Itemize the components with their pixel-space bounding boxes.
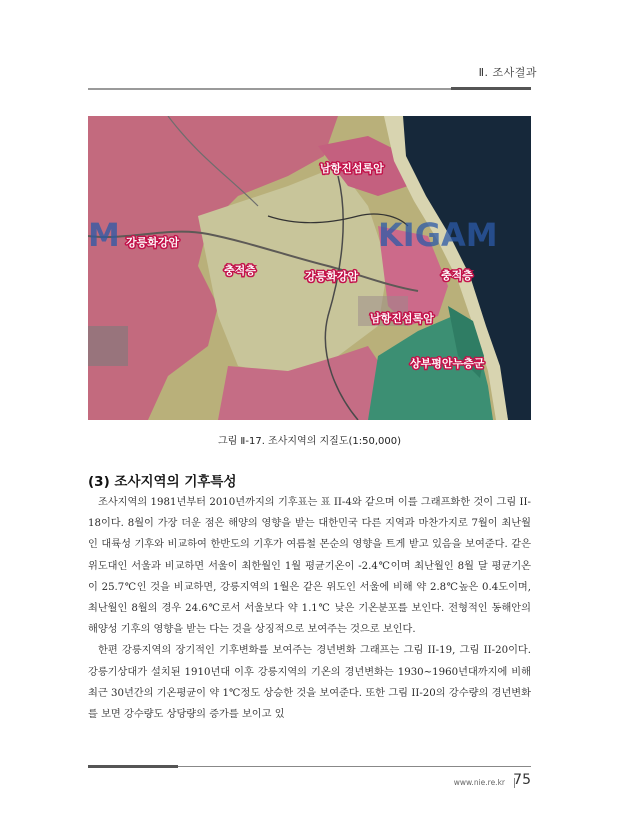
svg-text:M: M: [88, 216, 120, 254]
map-watermark: KIGAM: [378, 216, 498, 254]
section-title: (3) 조사지역의 기후특성: [88, 474, 237, 490]
geologic-map-figure: [88, 116, 531, 420]
map-label-alluvium-east: 충적층: [441, 269, 473, 282]
map-label-namhangjin-diorite-south: 남항진섬록암: [370, 312, 434, 325]
page-number: 75: [513, 772, 531, 788]
footer-rule-accent: [88, 765, 178, 768]
header-section-title: Ⅱ. 조사결과: [478, 66, 537, 79]
paragraph-1: 조사지역의 1981년부터 2010년까지의 기후표는 표 II-4와 같으며 이를 그래프화한 것이 그림 II-18이다. 8월이 가장 더운 점은 해양의 영향을 받는 대한민국 다른 지역과 마찬가지로 7월이 최난월인 대륙성 기후와 비교하여 한반도의 기후가 여름철 몬순의 영향을 트게 받고 있음을 보여준다. 같은 위도대인 서울과 비교하면 서울이 최한월인 1월 평균기온이 -2.4℃이며 최난월인 8월 달 평균기온이 25.7℃인 것을 비교하면, 강릉지역의 1월은 같은 위도인 서울에 비해 약 2.8℃높은 0.4도이며, 최난월인 8월의 경우 24.6℃로서 서울보다 약 1.1℃ 낮은 기온분포를 보인다. 전형적인 동해안의 해양성 기후의 영향을 받는 다는 것을 상징적으로 보여주는 것으로 보인다.: [88, 497, 531, 636]
map-label-gangneung-granite-center: 강릉화강암: [305, 270, 359, 283]
map-label-alluvium-west: 충적층: [224, 264, 256, 277]
map-label-upper-pyeongan: 상부평안누층군: [410, 357, 485, 370]
map-label-namhangjin-diorite-north: 남항진섬록암: [320, 162, 384, 175]
geologic-map: [88, 116, 531, 420]
footer-website: www.nie.re.kr: [453, 778, 505, 787]
body-text: [88, 492, 531, 725]
figure-caption: 그림 Ⅱ-17. 조사지역의 지질도(1:50,000): [217, 436, 402, 447]
paragraph-2: 한편 강릉지역의 장기적인 기후변화를 보여주는 경년변화 그래프는 그림 II-19, 그림 II-20이다. 강릉기상대가 설치된 1910년대 이후 강릉지역의 기온의 경년변화는 1930~1960년대까지에 비해 최근 30년간의 기온평균이 약 1℃정도 상승한 것을 보여준다. 또한 그림 II-20의 강수량의 경년변화를 보면 강수량도 상당량의 증가를 보이고 있: [88, 645, 531, 721]
map-label-gangneung-granite-west: 강릉화강암: [126, 236, 180, 249]
header-rule-accent: [451, 87, 531, 90]
